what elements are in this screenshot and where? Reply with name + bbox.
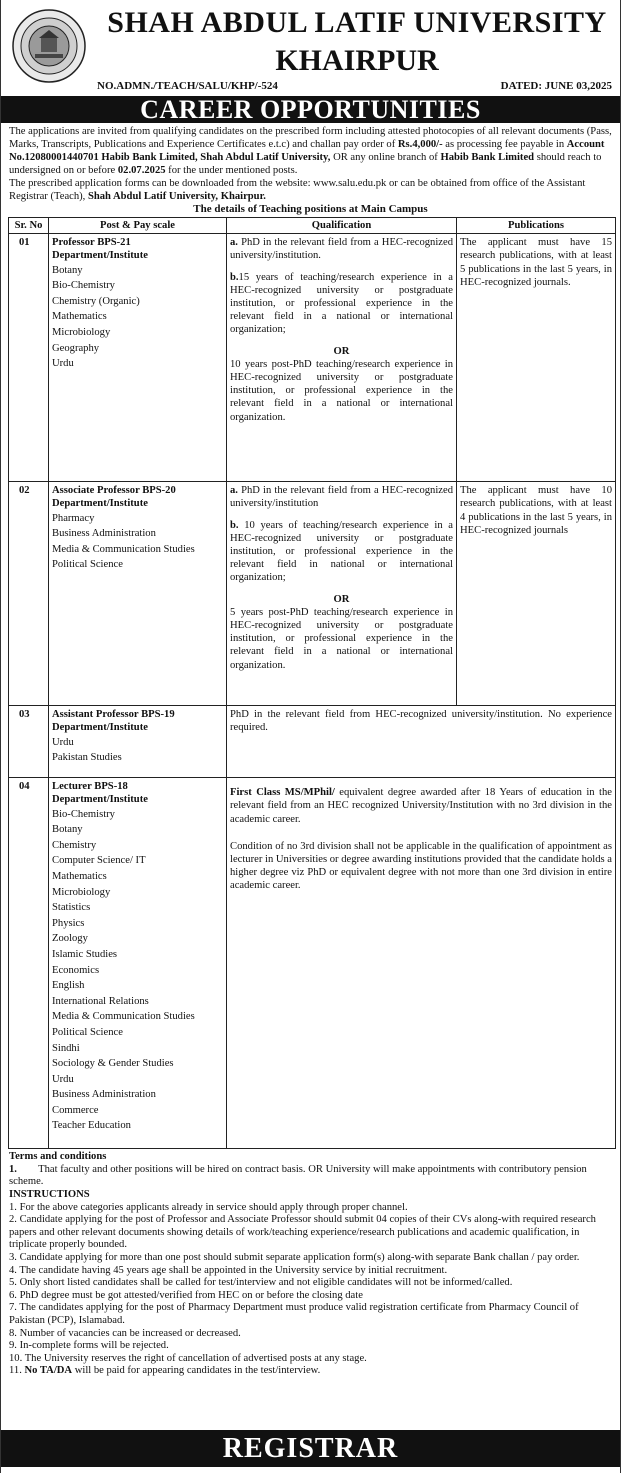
list-item: Sindhi <box>52 1042 80 1054</box>
list-item: 10. The University reserves the right of cancellation of advertised posts at any stage. <box>9 1352 367 1364</box>
list-item: Chemistry (Organic) <box>52 295 140 307</box>
list-item: Geography <box>52 342 100 354</box>
list-item: 4. The candidate having 45 years age shall be appointed in the University service by initial recruitment. <box>9 1264 448 1276</box>
dept-list <box>52 735 223 766</box>
list-item: Physics <box>52 917 85 929</box>
list-item: 1. For the above categories applicants already in service should apply through proper channel. <box>9 1201 408 1213</box>
reference-number: NO.ADMN./TEACH/SALU/KHP/-524 <box>97 80 278 92</box>
dept-label: Department/Institute <box>52 794 148 806</box>
list-item: 7. The candidates applying for the post of Pharmacy Department must produce valid registration certificate from Pharmacy Council of Pakistan (PCP), Islamabad. <box>9 1302 579 1326</box>
qualification-text: PhD in the relevant field from HEC-recognized university/institution. No experience required. <box>230 709 612 734</box>
dept-list <box>52 807 223 1134</box>
positions-table <box>8 217 616 1149</box>
registrar-footer: REGISTRAR <box>1 1430 620 1467</box>
list-item: Business Administration <box>52 1089 156 1101</box>
qualification-c: 10 years post-PhD teaching/research experience in HEC-recognized university or postgraduate institution, or professional experience in the relevant field in a national or international organization. <box>230 358 453 423</box>
office-name: Shah Abdul Latif University, Khairpur. <box>87 191 266 202</box>
qualification-cell <box>227 482 457 706</box>
list-item: Bio-Chemistry <box>52 808 115 820</box>
list-item: 3. Candidate applying for more than one post should submit separate application form(s) along-with separate Bank challan / pay order. <box>9 1251 580 1263</box>
intro-part: as processing fee payable in <box>442 139 567 150</box>
intro-part: OR any online branch of <box>330 152 441 163</box>
terms-section <box>1 1149 620 1378</box>
qualification-b <box>230 271 453 337</box>
dept-label: Department/Institute <box>52 498 148 510</box>
item-emphasis: No TA/DA <box>24 1365 73 1377</box>
terms-item <box>9 1164 612 1189</box>
row-number: 03 <box>9 706 49 778</box>
col-header: Sr. No <box>9 218 49 234</box>
list-item: Microbiology <box>52 326 111 338</box>
or-separator: OR <box>333 345 350 357</box>
university-name: SHAH ABDUL LATIF UNIVERSITY <box>107 6 607 39</box>
intro-text <box>1 123 620 203</box>
list-item: 5. Only short listed candidates shall be called for test/interview and not eligible candidates will not be informed/called. <box>9 1277 513 1289</box>
post-title: Associate Professor BPS-20 <box>52 485 176 497</box>
deadline: 02.07.2025 <box>117 165 166 176</box>
or-separator: OR <box>333 593 350 605</box>
list-item: 9. In-complete forms will be rejected. <box>9 1340 169 1352</box>
item-text: PhD in the relevant field from a HEC-recognized university/institution. <box>230 237 453 262</box>
list-item: Business Administration <box>52 528 156 540</box>
intro-part: The prescribed application forms can be downloaded from the website: www.salu.edu.pk or can be obtained from office of the Assistant Registrar (Teach), <box>9 178 586 202</box>
qualification-condition: Condition of no 3rd division shall not be applicable in the qualification of appointment as lecturer in Universities or degree awarding institutions provided that the candidate holds a higher degree viz PhD or equivalent degree with not more than one 3rd division in entire academic career. <box>230 840 612 892</box>
publications-cell: The applicant must have 15 research publications, with at least 5 publications in the last 5 years, in HEC-recognized journals. <box>457 234 616 482</box>
account-number: Account No.12080001440701 Habib Bank Limited, Shah Abdul Latif University, <box>9 139 605 163</box>
list-item: Political Science <box>52 1026 123 1038</box>
list-item: Media & Communication Studies <box>52 543 195 555</box>
list-item: Economics <box>52 964 100 976</box>
list-item: Urdu <box>52 736 74 748</box>
list-item: Teacher Education <box>52 1120 131 1132</box>
item-text: will be paid for appearing candidates in the test/interview. <box>72 1365 321 1377</box>
list-item: Botany <box>52 824 83 836</box>
item-label: a. <box>230 485 238 497</box>
dept-list <box>52 511 223 573</box>
row-number: 02 <box>9 482 49 706</box>
list-item: Commerce <box>52 1104 99 1116</box>
intro-part: should reach to undersigned on or before <box>9 152 602 176</box>
item-text: equivalent degree awarded after 18 Years of education in the relevant field from an HEC recognized University/Institution with no 3rd division in the academic career. <box>230 787 612 825</box>
dept-list <box>52 263 223 372</box>
terms-heading <box>9 1151 612 1164</box>
post-title: Professor BPS-21 <box>52 237 131 249</box>
list-item: Microbiology <box>52 886 111 898</box>
heading-text: INSTRUCTIONS <box>9 1188 90 1200</box>
list-item: Zoology <box>52 933 88 945</box>
list-item: Statistics <box>52 902 91 914</box>
list-item <box>9 1365 612 1378</box>
item-label: 11. <box>9 1365 25 1377</box>
qualification-a <box>230 484 453 510</box>
list-item: Mathematics <box>52 870 107 882</box>
list-item: 2. Candidate applying for the post of Professor and Associate Professor should submit 04 copies of their CVs along-with required research papers and other relevant documents showing details of work/teaching experience/research publications and academic qualification, in triplicate properly bounded. <box>9 1214 596 1251</box>
date: DATED: JUNE 03,2025 <box>500 80 612 92</box>
list-item: Mathematics <box>52 311 107 323</box>
list-item: Pharmacy <box>52 512 95 524</box>
qualification-a <box>230 236 453 262</box>
list-item: Political Science <box>52 559 123 571</box>
publications-cell: The applicant must have 10 research publications, with at least 4 publications in the last 5 years, in HEC-recognized journals <box>457 482 616 706</box>
instructions-heading <box>9 1189 612 1202</box>
item-label: b. <box>230 271 239 283</box>
list-item: 8. Number of vacancies can be increased or decreased. <box>9 1327 241 1339</box>
item-text: PhD in the relevant field from a HEC-recognized university/institution <box>230 485 453 510</box>
row-number: 04 <box>9 778 49 1149</box>
list-item: English <box>52 980 85 992</box>
post-title: Assistant Professor BPS-19 <box>52 709 175 721</box>
table-row <box>9 778 616 1149</box>
item-text: That faculty and other positions will be hired on contract basis. OR University will make appointments with contributory pension scheme. <box>9 1163 587 1188</box>
table-row <box>9 482 616 706</box>
list-item: International Relations <box>52 995 149 1007</box>
post-cell <box>49 234 227 482</box>
col-header: Qualification <box>227 218 457 234</box>
dept-label: Department/Institute <box>52 722 148 734</box>
post-cell <box>49 778 227 1149</box>
item-label: a. <box>230 237 238 249</box>
row-number: 01 <box>9 234 49 482</box>
post-cell <box>49 482 227 706</box>
header <box>1 0 620 96</box>
list-item: Urdu <box>52 1073 74 1085</box>
item-label: b. <box>230 519 239 531</box>
career-banner: CAREER OPPORTUNITIES <box>1 96 620 123</box>
qualification-cell <box>227 234 457 482</box>
post-cell <box>49 706 227 778</box>
intro-part: The applications are invited from qualifying candidates on the prescribed form including attested photocopies of all relevant documents (Pass, Marks, Transcripts, Publications and Experience Certificates e.t.c) and challan pay order of <box>9 126 612 150</box>
item-text: 15 years of teaching/research experience in a HEC-recognized university or postgraduate institution, or professional experience in the relevant field in a national or international organization; <box>230 271 453 336</box>
table-row <box>9 234 616 482</box>
list-item: Urdu <box>52 358 74 370</box>
qualification-cell <box>227 706 616 778</box>
qualification-c: 5 years post-PhD teaching/research experience in HEC-recognized university or postgraduate institution, or professional experience in the relevant field in a national or international organization. <box>230 606 453 671</box>
table-row <box>9 706 616 778</box>
heading-text: Terms and conditions <box>9 1151 107 1163</box>
list-item: Bio-Chemistry <box>52 280 115 292</box>
bank-name: Habib Bank Limited <box>440 152 535 163</box>
list-item: Computer Science/ IT <box>52 855 146 867</box>
university-city: KHAIRPUR <box>275 44 439 77</box>
list-item: Islamic Studies <box>52 948 118 960</box>
qualification-text <box>230 786 612 826</box>
list-item: Media & Communication Studies <box>52 1011 195 1023</box>
fee-amount: Rs.4,000/- <box>397 139 443 150</box>
list-item: 6. PhD degree must be got attested/verified from HEC on or before the closing date <box>9 1289 363 1301</box>
post-title: Lecturer BPS-18 <box>52 781 128 793</box>
list-item: Sociology & Gender Studies <box>52 1058 174 1070</box>
item-text: 10 years of teaching/research experience in a HEC-recognized university or postgraduate institution, or professional experience in the relevant field in national or international organization; <box>230 519 453 584</box>
list-item: Chemistry <box>52 839 97 851</box>
qualification-b <box>230 519 453 585</box>
table-subtitle: The details of Teaching positions at Main Campus <box>193 203 428 215</box>
col-header: Post & Pay scale <box>49 218 227 234</box>
table-header-row <box>9 218 616 234</box>
item-label: 1. <box>9 1163 17 1175</box>
list-item: Botany <box>52 264 83 276</box>
col-header: Publications <box>457 218 616 234</box>
degree-requirement: First Class MS/MPhil/ <box>230 787 335 799</box>
intro-part: for the under mentioned posts. <box>165 165 298 176</box>
university-seal-icon <box>11 8 87 84</box>
list-item: Pakistan Studies <box>52 752 122 764</box>
qualification-cell <box>227 778 616 1149</box>
dept-label: Department/Institute <box>52 250 148 262</box>
